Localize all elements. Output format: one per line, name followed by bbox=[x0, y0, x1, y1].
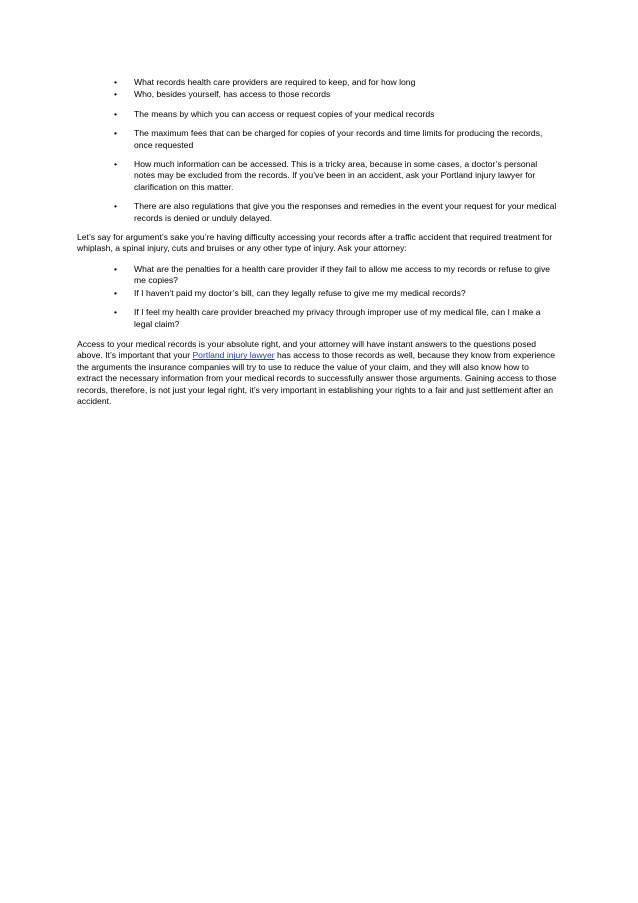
bullet-marker: • bbox=[114, 159, 118, 170]
bullet-marker: • bbox=[114, 307, 118, 318]
list-item bbox=[77, 89, 557, 100]
records-info-list bbox=[77, 77, 557, 224]
attorney-questions-list bbox=[77, 264, 557, 330]
list-item-text: Who, besides yourself, has access to those records bbox=[134, 89, 331, 100]
list-item bbox=[77, 128, 557, 151]
intro-paragraph: Let’s say for argument’s sake you’re having difficulty accessing your records after a traffic accident that required treatment for whiplash, a spinal injury, cuts and bruises or any other type of injury. Ask your attorney: bbox=[77, 232, 553, 254]
list-item-text: The means by which you can access or request copies of your medical records bbox=[134, 108, 435, 119]
list-item-text: How much information can be accessed. This is a tricky area, because in some cases, a doctor’s personal notes may be excluded from the records. If you’ve been in an accident, ask your Portland injury lawyer for clarification on this matter. bbox=[134, 159, 538, 192]
closing-text-before-link: Access to your medical records is your absolute right, and your attorney will have instant answers to the questions posed above. It’s important that your bbox=[77, 338, 537, 361]
portland-injury-lawyer-link[interactable]: Portland injury lawyer bbox=[192, 350, 275, 361]
document-body bbox=[77, 77, 557, 407]
list-item bbox=[77, 264, 557, 287]
list-item-text: There are also regulations that give you the responses and remedies in the event your request for your medical records is denied or unduly delayed. bbox=[134, 201, 557, 223]
list-item-text: If I feel my health care provider breached my privacy through improper use of my medical file, can I make a legal claim? bbox=[134, 307, 541, 329]
list-item-text: The maximum fees that can be charged for copies of your records and time limits for producing the records, once requested bbox=[134, 128, 543, 150]
bullet-marker: • bbox=[114, 128, 118, 139]
list-item-text: What are the penalties for a health care provider if they fail to allow me access to my records or refuse to give me copies? bbox=[134, 263, 551, 286]
bullet-marker: • bbox=[114, 263, 118, 274]
bullet-marker: • bbox=[114, 89, 118, 100]
closing-text-after-link: has access to those records as well, because they know from experience the arguments the insurance companies will try to use to reduce the value of your claim, and they will also know how to extract the necessary information from your medical records to successfully answer those arguments. Gaining access to those records, therefore, is not just your legal right, it’s very important in establishing your rights to a fair and just settlement after an accident. bbox=[77, 350, 557, 406]
bullet-marker: • bbox=[114, 108, 118, 119]
list-item bbox=[77, 288, 557, 299]
list-item bbox=[77, 109, 557, 120]
bullet-marker: • bbox=[114, 201, 118, 212]
list-item bbox=[77, 77, 557, 88]
list-item-text: What records health care providers are required to keep, and for how long bbox=[134, 77, 416, 87]
bullet-marker: • bbox=[114, 77, 118, 87]
list-item bbox=[77, 201, 557, 224]
closing-paragraph bbox=[77, 339, 557, 407]
list-item-text: If I haven’t paid my doctor’s bill, can they legally refuse to give me my medical records? bbox=[134, 287, 466, 298]
bullet-marker: • bbox=[114, 287, 118, 298]
list-item bbox=[77, 159, 557, 193]
list-item bbox=[77, 307, 557, 330]
